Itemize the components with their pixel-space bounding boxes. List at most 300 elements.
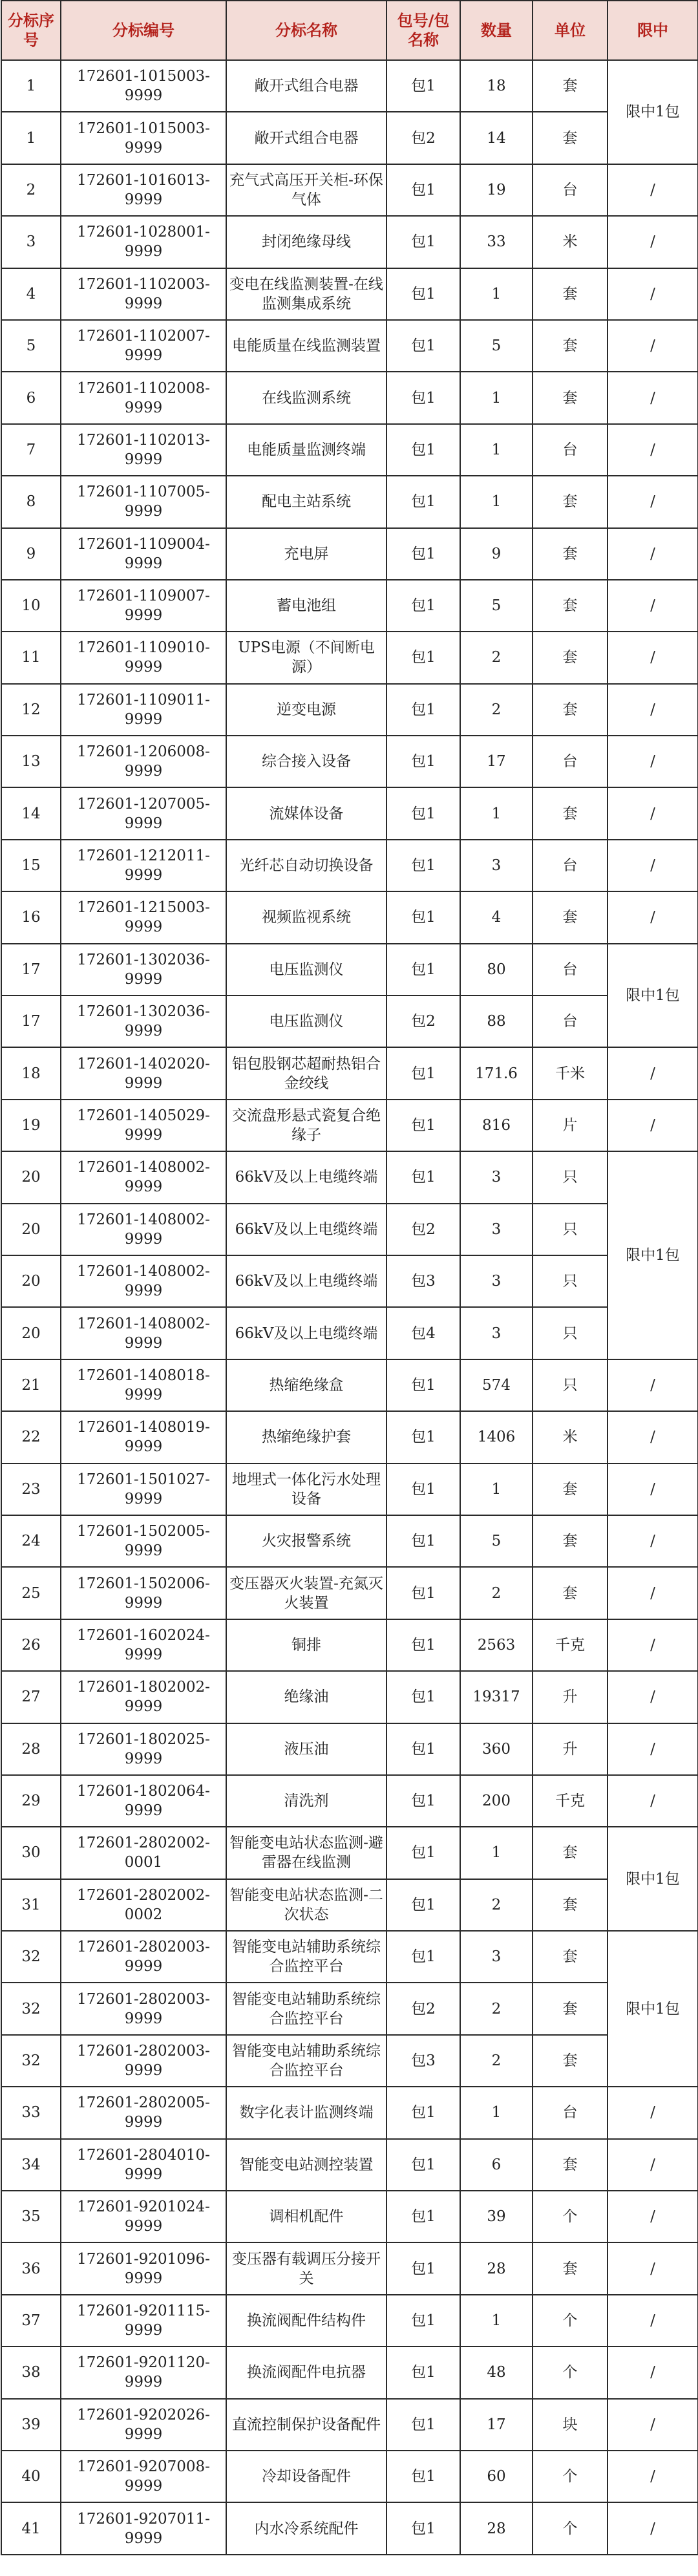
cell-unit: 台 bbox=[533, 995, 608, 1047]
table-row bbox=[1, 995, 698, 1047]
cell-quantity: 3 bbox=[460, 1151, 533, 1203]
cell-seq: 39 bbox=[1, 2399, 61, 2451]
cell-seq: 19 bbox=[1, 1100, 61, 1151]
cell-seq: 11 bbox=[1, 632, 61, 683]
cell-unit: 只 bbox=[533, 1255, 608, 1307]
cell-limit: / bbox=[608, 1723, 698, 1775]
cell-unit: 个 bbox=[533, 2451, 608, 2502]
cell-name: 铝包股钢芯超耐热铝合金绞线 bbox=[226, 1047, 386, 1099]
cell-unit: 套 bbox=[533, 1931, 608, 1983]
cell-package: 包1 bbox=[386, 580, 460, 632]
cell-quantity: 5 bbox=[460, 320, 533, 372]
cell-name: 智能变电站状态监测-避雷器在线监测 bbox=[226, 1827, 386, 1879]
table-row bbox=[1, 528, 698, 580]
header-package: 包号/包名称 bbox=[386, 1, 460, 60]
cell-code: 172601-9202026-9999 bbox=[61, 2399, 226, 2451]
cell-limit: / bbox=[608, 684, 698, 736]
cell-unit: 套 bbox=[533, 112, 608, 164]
bid-lot-table bbox=[1, 0, 698, 2555]
header-unit: 单位 bbox=[533, 1, 608, 60]
cell-quantity: 200 bbox=[460, 1775, 533, 1827]
cell-quantity: 5 bbox=[460, 580, 533, 632]
cell-unit: 套 bbox=[533, 2139, 608, 2191]
cell-package: 包1 bbox=[386, 476, 460, 527]
cell-package: 包1 bbox=[386, 2399, 460, 2451]
cell-name: 66kV及以上电缆终端 bbox=[226, 1307, 386, 1359]
table-row bbox=[1, 1931, 698, 1983]
cell-package: 包2 bbox=[386, 995, 460, 1047]
cell-name: 数字化表计监测终端 bbox=[226, 2087, 386, 2138]
cell-package: 包2 bbox=[386, 1983, 460, 2034]
cell-unit: 套 bbox=[533, 1515, 608, 1567]
cell-name: 智能变电站辅助系统综合监控平台 bbox=[226, 1931, 386, 1983]
cell-seq: 1 bbox=[1, 60, 61, 112]
cell-unit: 升 bbox=[533, 1723, 608, 1775]
cell-limit: / bbox=[608, 2451, 698, 2502]
cell-seq: 36 bbox=[1, 2242, 61, 2294]
cell-unit: 只 bbox=[533, 1204, 608, 1255]
cell-quantity: 19317 bbox=[460, 1671, 533, 1723]
cell-name: 66kV及以上电缆终端 bbox=[226, 1151, 386, 1203]
cell-seq: 27 bbox=[1, 1671, 61, 1723]
cell-quantity: 18 bbox=[460, 60, 533, 112]
cell-name: 封闭绝缘母线 bbox=[226, 216, 386, 268]
cell-package: 包1 bbox=[386, 1515, 460, 1567]
cell-code: 172601-9201115-9999 bbox=[61, 2295, 226, 2347]
cell-code: 172601-1028001-9999 bbox=[61, 216, 226, 268]
cell-package: 包1 bbox=[386, 1619, 460, 1671]
cell-code: 172601-1802002-9999 bbox=[61, 1671, 226, 1723]
cell-name: 智能变电站测控装置 bbox=[226, 2139, 386, 2191]
cell-name: 充电屏 bbox=[226, 528, 386, 580]
cell-limit: / bbox=[608, 424, 698, 476]
cell-unit: 套 bbox=[533, 60, 608, 112]
cell-quantity: 1 bbox=[460, 2087, 533, 2138]
cell-seq: 14 bbox=[1, 787, 61, 839]
cell-seq: 32 bbox=[1, 2035, 61, 2087]
cell-code: 172601-1408002-9999 bbox=[61, 1255, 226, 1307]
cell-seq: 6 bbox=[1, 372, 61, 423]
cell-package: 包3 bbox=[386, 1255, 460, 1307]
cell-quantity: 9 bbox=[460, 528, 533, 580]
cell-package: 包1 bbox=[386, 1047, 460, 1099]
cell-name: 流媒体设备 bbox=[226, 787, 386, 839]
cell-limit: / bbox=[608, 1047, 698, 1099]
cell-code: 172601-1302036-9999 bbox=[61, 944, 226, 995]
cell-seq: 28 bbox=[1, 1723, 61, 1775]
cell-seq: 4 bbox=[1, 268, 61, 320]
table-row bbox=[1, 891, 698, 943]
cell-unit: 台 bbox=[533, 2087, 608, 2138]
cell-name: 热缩绝缘盒 bbox=[226, 1359, 386, 1411]
cell-code: 172601-9201120-9999 bbox=[61, 2347, 226, 2398]
cell-quantity: 360 bbox=[460, 1723, 533, 1775]
cell-code: 172601-1015003-9999 bbox=[61, 60, 226, 112]
cell-seq: 32 bbox=[1, 1983, 61, 2034]
cell-code: 172601-1109010-9999 bbox=[61, 632, 226, 683]
cell-name: 光纤芯自动切换设备 bbox=[226, 840, 386, 891]
table-row bbox=[1, 1723, 698, 1775]
cell-limit: / bbox=[608, 632, 698, 683]
cell-package: 包1 bbox=[386, 216, 460, 268]
cell-quantity: 17 bbox=[460, 736, 533, 787]
cell-code: 172601-1109011-9999 bbox=[61, 684, 226, 736]
cell-package: 包1 bbox=[386, 268, 460, 320]
cell-package: 包2 bbox=[386, 1204, 460, 1255]
cell-quantity: 6 bbox=[460, 2139, 533, 2191]
cell-name: 变电在线监测装置-在线监测集成系统 bbox=[226, 268, 386, 320]
cell-limit: / bbox=[608, 164, 698, 216]
cell-package: 包1 bbox=[386, 1411, 460, 1463]
cell-package: 包1 bbox=[386, 2502, 460, 2554]
cell-code: 172601-1015003-9999 bbox=[61, 112, 226, 164]
cell-package: 包4 bbox=[386, 1307, 460, 1359]
table-row bbox=[1, 216, 698, 268]
table-row bbox=[1, 944, 698, 995]
cell-quantity: 88 bbox=[460, 995, 533, 1047]
cell-unit: 台 bbox=[533, 736, 608, 787]
cell-package: 包1 bbox=[386, 1151, 460, 1203]
cell-limit: / bbox=[608, 787, 698, 839]
cell-name: 在线监测系统 bbox=[226, 372, 386, 423]
cell-name: 热缩绝缘护套 bbox=[226, 1411, 386, 1463]
cell-limit: 限中1包 bbox=[608, 1151, 698, 1359]
table-row bbox=[1, 1464, 698, 1515]
table-row bbox=[1, 476, 698, 527]
cell-unit: 升 bbox=[533, 1671, 608, 1723]
cell-package: 包1 bbox=[386, 2087, 460, 2138]
cell-unit: 套 bbox=[533, 891, 608, 943]
table-row bbox=[1, 1255, 698, 1307]
cell-seq: 38 bbox=[1, 2347, 61, 2398]
cell-name: 地埋式一体化污水处理设备 bbox=[226, 1464, 386, 1515]
cell-seq: 34 bbox=[1, 2139, 61, 2191]
cell-seq: 31 bbox=[1, 1879, 61, 1931]
cell-code: 172601-1102013-9999 bbox=[61, 424, 226, 476]
cell-unit: 台 bbox=[533, 944, 608, 995]
cell-limit: / bbox=[608, 1671, 698, 1723]
cell-package: 包1 bbox=[386, 2451, 460, 2502]
cell-unit: 个 bbox=[533, 2295, 608, 2347]
cell-package: 包1 bbox=[386, 736, 460, 787]
cell-code: 172601-1016013-9999 bbox=[61, 164, 226, 216]
cell-seq: 41 bbox=[1, 2502, 61, 2554]
table-row bbox=[1, 1307, 698, 1359]
cell-quantity: 816 bbox=[460, 1100, 533, 1151]
table-row bbox=[1, 632, 698, 683]
cell-quantity: 1 bbox=[460, 2295, 533, 2347]
cell-limit: 限中1包 bbox=[608, 60, 698, 164]
cell-quantity: 3 bbox=[460, 1307, 533, 1359]
cell-limit: / bbox=[608, 1619, 698, 1671]
cell-seq: 10 bbox=[1, 580, 61, 632]
cell-quantity: 2 bbox=[460, 1879, 533, 1931]
cell-quantity: 2 bbox=[460, 1567, 533, 1619]
cell-unit: 个 bbox=[533, 2191, 608, 2242]
cell-limit: 限中1包 bbox=[608, 944, 698, 1048]
cell-package: 包1 bbox=[386, 2347, 460, 2398]
cell-name: 66kV及以上电缆终端 bbox=[226, 1255, 386, 1307]
cell-package: 包1 bbox=[386, 1100, 460, 1151]
cell-unit: 个 bbox=[533, 2347, 608, 2398]
cell-code: 172601-1408002-9999 bbox=[61, 1204, 226, 1255]
cell-code: 172601-1107005-9999 bbox=[61, 476, 226, 527]
cell-seq: 26 bbox=[1, 1619, 61, 1671]
cell-unit: 套 bbox=[533, 2242, 608, 2294]
cell-name: 交流盘形悬式瓷复合绝缘子 bbox=[226, 1100, 386, 1151]
table-row bbox=[1, 112, 698, 164]
cell-code: 172601-1212011-9999 bbox=[61, 840, 226, 891]
cell-name: 敞开式组合电器 bbox=[226, 60, 386, 112]
table-row bbox=[1, 2242, 698, 2294]
cell-limit: 限中1包 bbox=[608, 1827, 698, 1931]
cell-limit: / bbox=[608, 216, 698, 268]
cell-quantity: 28 bbox=[460, 2242, 533, 2294]
cell-code: 172601-1502006-9999 bbox=[61, 1567, 226, 1619]
cell-quantity: 1406 bbox=[460, 1411, 533, 1463]
cell-package: 包1 bbox=[386, 1879, 460, 1931]
cell-quantity: 60 bbox=[460, 2451, 533, 2502]
cell-quantity: 33 bbox=[460, 216, 533, 268]
cell-limit: / bbox=[608, 2191, 698, 2242]
cell-limit: / bbox=[608, 1515, 698, 1567]
table-row bbox=[1, 1204, 698, 1255]
cell-quantity: 48 bbox=[460, 2347, 533, 2398]
cell-package: 包1 bbox=[386, 891, 460, 943]
table-row bbox=[1, 1100, 698, 1151]
cell-package: 包1 bbox=[386, 944, 460, 995]
cell-limit: / bbox=[608, 1567, 698, 1619]
cell-unit: 套 bbox=[533, 684, 608, 736]
cell-package: 包1 bbox=[386, 1775, 460, 1827]
table-row bbox=[1, 1047, 698, 1099]
cell-seq: 30 bbox=[1, 1827, 61, 1879]
cell-quantity: 2 bbox=[460, 684, 533, 736]
cell-quantity: 3 bbox=[460, 1204, 533, 1255]
cell-seq: 22 bbox=[1, 1411, 61, 1463]
cell-name: 66kV及以上电缆终端 bbox=[226, 1204, 386, 1255]
table-row bbox=[1, 268, 698, 320]
cell-name: 电能质量在线监测装置 bbox=[226, 320, 386, 372]
cell-seq: 17 bbox=[1, 995, 61, 1047]
cell-limit: / bbox=[608, 580, 698, 632]
table-row bbox=[1, 1671, 698, 1723]
cell-code: 172601-1405029-9999 bbox=[61, 1100, 226, 1151]
cell-name: 充气式高压开关柜-环保气体 bbox=[226, 164, 386, 216]
cell-code: 172601-1109007-9999 bbox=[61, 580, 226, 632]
cell-code: 172601-2802002-0001 bbox=[61, 1827, 226, 1879]
table-header bbox=[1, 1, 698, 60]
cell-package: 包1 bbox=[386, 684, 460, 736]
cell-limit: / bbox=[608, 528, 698, 580]
header-limit: 限中 bbox=[608, 1, 698, 60]
cell-package: 包1 bbox=[386, 372, 460, 423]
cell-unit: 块 bbox=[533, 2399, 608, 2451]
cell-name: UPS电源（不间断电源） bbox=[226, 632, 386, 683]
table-row bbox=[1, 60, 698, 112]
cell-seq: 12 bbox=[1, 684, 61, 736]
cell-limit: / bbox=[608, 2399, 698, 2451]
cell-quantity: 2 bbox=[460, 632, 533, 683]
header-name: 分标名称 bbox=[226, 1, 386, 60]
cell-limit: / bbox=[608, 2139, 698, 2191]
cell-seq: 15 bbox=[1, 840, 61, 891]
cell-limit: / bbox=[608, 2347, 698, 2398]
cell-limit: / bbox=[608, 1464, 698, 1515]
cell-seq: 29 bbox=[1, 1775, 61, 1827]
cell-limit: / bbox=[608, 2087, 698, 2138]
cell-code: 172601-2802003-9999 bbox=[61, 2035, 226, 2087]
cell-quantity: 80 bbox=[460, 944, 533, 995]
cell-unit: 只 bbox=[533, 1151, 608, 1203]
cell-unit: 只 bbox=[533, 1307, 608, 1359]
cell-seq: 2 bbox=[1, 164, 61, 216]
cell-unit: 套 bbox=[533, 1983, 608, 2034]
cell-unit: 套 bbox=[533, 632, 608, 683]
cell-code: 172601-9207011-9999 bbox=[61, 2502, 226, 2554]
cell-seq: 35 bbox=[1, 2191, 61, 2242]
cell-name: 配电主站系统 bbox=[226, 476, 386, 527]
cell-limit: / bbox=[608, 736, 698, 787]
cell-name: 冷却设备配件 bbox=[226, 2451, 386, 2502]
cell-seq: 5 bbox=[1, 320, 61, 372]
cell-name: 逆变电源 bbox=[226, 684, 386, 736]
cell-package: 包1 bbox=[386, 528, 460, 580]
cell-code: 172601-9201024-9999 bbox=[61, 2191, 226, 2242]
cell-seq: 23 bbox=[1, 1464, 61, 1515]
table-row bbox=[1, 684, 698, 736]
cell-seq: 8 bbox=[1, 476, 61, 527]
cell-package: 包1 bbox=[386, 840, 460, 891]
cell-seq: 24 bbox=[1, 1515, 61, 1567]
cell-seq: 37 bbox=[1, 2295, 61, 2347]
cell-name: 智能变电站状态监测-二次状态 bbox=[226, 1879, 386, 1931]
cell-unit: 米 bbox=[533, 1411, 608, 1463]
cell-package: 包3 bbox=[386, 2035, 460, 2087]
cell-unit: 套 bbox=[533, 2035, 608, 2087]
cell-code: 172601-1802025-9999 bbox=[61, 1723, 226, 1775]
cell-name: 换流阀配件电抗器 bbox=[226, 2347, 386, 2398]
cell-package: 包1 bbox=[386, 2242, 460, 2294]
cell-code: 172601-9207008-9999 bbox=[61, 2451, 226, 2502]
cell-seq: 20 bbox=[1, 1151, 61, 1203]
cell-limit: / bbox=[608, 268, 698, 320]
cell-quantity: 5 bbox=[460, 1515, 533, 1567]
cell-code: 172601-1102003-9999 bbox=[61, 268, 226, 320]
table-row bbox=[1, 1151, 698, 1203]
cell-name: 火灾报警系统 bbox=[226, 1515, 386, 1567]
cell-unit: 套 bbox=[533, 372, 608, 423]
cell-quantity: 2 bbox=[460, 1983, 533, 2034]
table-row bbox=[1, 1827, 698, 1879]
cell-package: 包1 bbox=[386, 60, 460, 112]
cell-name: 综合接入设备 bbox=[226, 736, 386, 787]
cell-unit: 套 bbox=[533, 787, 608, 839]
cell-name: 直流控制保护设备配件 bbox=[226, 2399, 386, 2451]
cell-unit: 套 bbox=[533, 476, 608, 527]
cell-unit: 套 bbox=[533, 1879, 608, 1931]
table-row bbox=[1, 736, 698, 787]
cell-seq: 16 bbox=[1, 891, 61, 943]
cell-unit: 台 bbox=[533, 164, 608, 216]
cell-quantity: 1 bbox=[460, 476, 533, 527]
cell-code: 172601-1206008-9999 bbox=[61, 736, 226, 787]
cell-name: 调相机配件 bbox=[226, 2191, 386, 2242]
cell-code: 172601-9201096-9999 bbox=[61, 2242, 226, 2294]
cell-code: 172601-1102008-9999 bbox=[61, 372, 226, 423]
cell-package: 包1 bbox=[386, 1827, 460, 1879]
cell-unit: 台 bbox=[533, 840, 608, 891]
cell-code: 172601-1408018-9999 bbox=[61, 1359, 226, 1411]
table-row bbox=[1, 2191, 698, 2242]
cell-name: 变压器灭火装置-充氮灭火装置 bbox=[226, 1567, 386, 1619]
cell-quantity: 1 bbox=[460, 268, 533, 320]
cell-limit: / bbox=[608, 1359, 698, 1411]
cell-code: 172601-2804010-9999 bbox=[61, 2139, 226, 2191]
table-row bbox=[1, 1983, 698, 2034]
cell-limit: / bbox=[608, 2295, 698, 2347]
header-row bbox=[1, 1, 698, 60]
table-row bbox=[1, 424, 698, 476]
cell-quantity: 1 bbox=[460, 1464, 533, 1515]
header-code: 分标编号 bbox=[61, 1, 226, 60]
cell-seq: 20 bbox=[1, 1204, 61, 1255]
cell-package: 包1 bbox=[386, 1931, 460, 1983]
cell-code: 172601-1408002-9999 bbox=[61, 1151, 226, 1203]
cell-code: 172601-1215003-9999 bbox=[61, 891, 226, 943]
cell-name: 内水冷系统配件 bbox=[226, 2502, 386, 2554]
cell-unit: 千克 bbox=[533, 1619, 608, 1671]
cell-name: 换流阀配件结构件 bbox=[226, 2295, 386, 2347]
cell-package: 包1 bbox=[386, 424, 460, 476]
cell-package: 包1 bbox=[386, 1567, 460, 1619]
table-row bbox=[1, 2451, 698, 2502]
cell-name: 智能变电站辅助系统综合监控平台 bbox=[226, 1983, 386, 2034]
cell-unit: 个 bbox=[533, 2502, 608, 2554]
cell-name: 液压油 bbox=[226, 1723, 386, 1775]
cell-unit: 片 bbox=[533, 1100, 608, 1151]
cell-name: 智能变电站辅助系统综合监控平台 bbox=[226, 2035, 386, 2087]
cell-package: 包1 bbox=[386, 1359, 460, 1411]
cell-code: 172601-1502005-9999 bbox=[61, 1515, 226, 1567]
table-row bbox=[1, 2399, 698, 2451]
cell-quantity: 14 bbox=[460, 112, 533, 164]
cell-unit: 套 bbox=[533, 320, 608, 372]
table-row bbox=[1, 2139, 698, 2191]
cell-seq: 20 bbox=[1, 1255, 61, 1307]
cell-seq: 18 bbox=[1, 1047, 61, 1099]
cell-name: 铜排 bbox=[226, 1619, 386, 1671]
cell-quantity: 2 bbox=[460, 2035, 533, 2087]
cell-quantity: 1 bbox=[460, 372, 533, 423]
cell-seq: 1 bbox=[1, 112, 61, 164]
cell-name: 电压监测仪 bbox=[226, 995, 386, 1047]
cell-unit: 套 bbox=[533, 1827, 608, 1879]
cell-quantity: 574 bbox=[460, 1359, 533, 1411]
cell-package: 包1 bbox=[386, 1723, 460, 1775]
cell-limit: 限中1包 bbox=[608, 1931, 698, 2087]
table-row bbox=[1, 840, 698, 891]
table-row bbox=[1, 787, 698, 839]
cell-quantity: 171.6 bbox=[460, 1047, 533, 1099]
cell-code: 172601-1109004-9999 bbox=[61, 528, 226, 580]
cell-limit: / bbox=[608, 372, 698, 423]
cell-package: 包1 bbox=[386, 787, 460, 839]
cell-name: 绝缘油 bbox=[226, 1671, 386, 1723]
cell-unit: 米 bbox=[533, 216, 608, 268]
table-row bbox=[1, 2035, 698, 2087]
cell-package: 包1 bbox=[386, 164, 460, 216]
